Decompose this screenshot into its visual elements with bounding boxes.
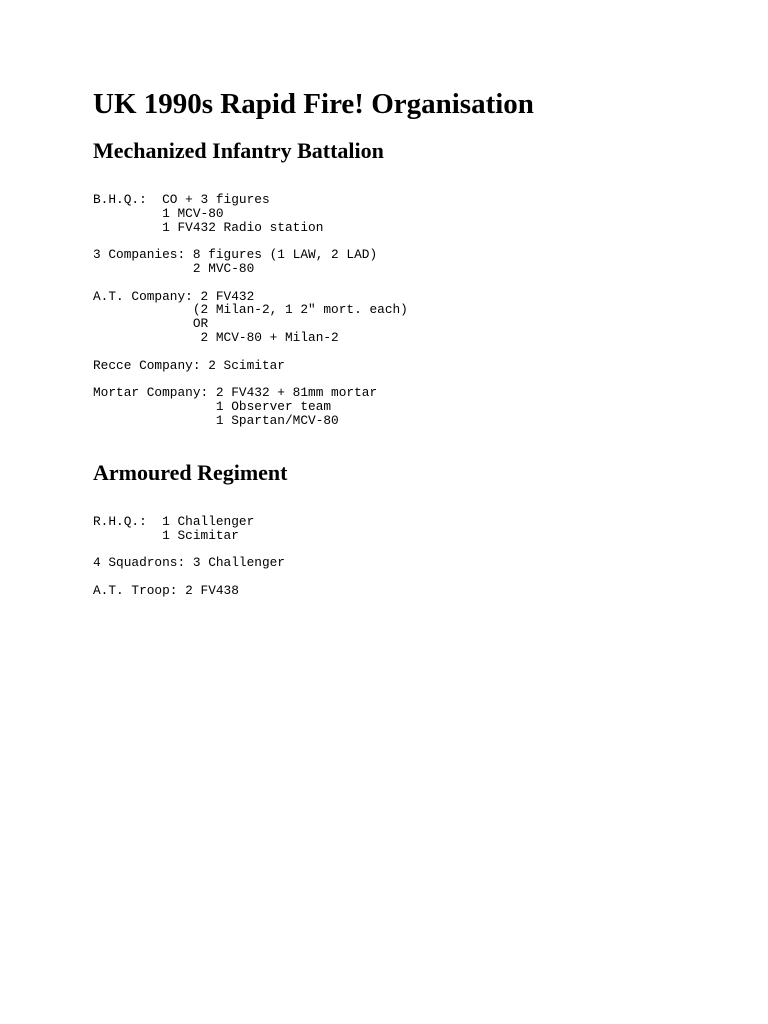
org-listing-armoured-regiment: R.H.Q.: 1 Challenger 1 Scimitar 4 Squadrons: 3 Challenger A.T. Troop: 2 FV438: [93, 514, 285, 598]
section-heading-armoured-regiment: Armoured Regiment: [93, 460, 288, 485]
section-heading-mechanized-infantry-battalion: Mechanized Infantry Battalion: [93, 138, 384, 163]
page-title: UK 1990s Rapid Fire! Organisation: [93, 88, 534, 120]
org-listing-mechanized-infantry-battalion: B.H.Q.: CO + 3 figures 1 MCV-80 1 FV432 Radio station 3 Companies: 8 figures (1 LAW, 2 LAD) 2 MVC-80 A.T. Company: 2 FV432 (2 Milan-2, 1 2" mort. each) OR 2 MCV-80 + Milan-2 Recce Company: 2 Scimitar Mortar Company: 2 FV432 + 81mm mortar 1 Observer team 1 Spartan/MCV-80: [93, 192, 408, 428]
